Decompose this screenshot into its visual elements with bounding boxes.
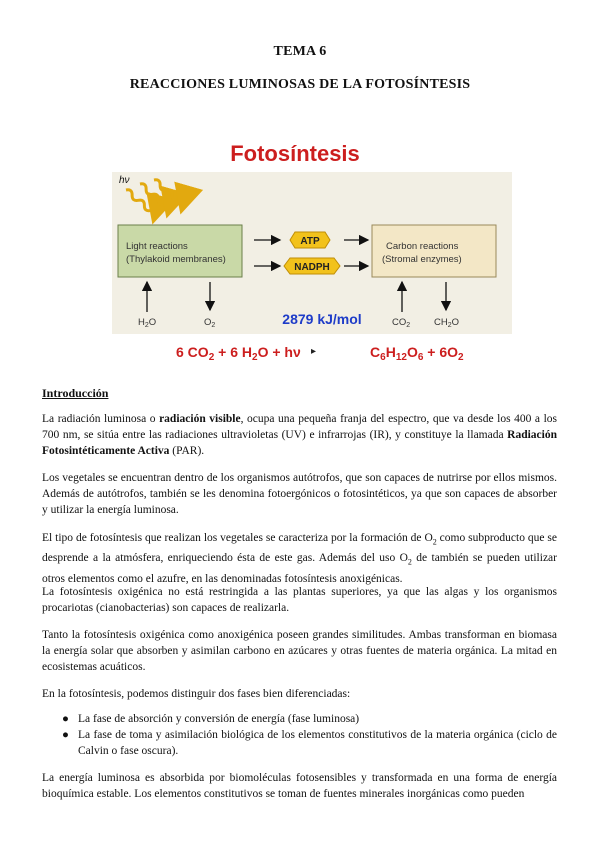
paragraph-2: Los vegetales se encuentran dentro de los organismos autótrofos, que son capaces de nutrirse por ellos mismos. Además de autótrofos, también se les denomina fotoergónicos o fotosintéticos, ya que son capaces de absorber y utilizar la energía luminosa.: [42, 472, 557, 516]
chapter-subtitle: REACCIONES LUMINOSAS DE LA FOTOSÍNTESIS: [129, 77, 471, 92]
chapter-title: TEMA 6: [273, 44, 327, 59]
hv-label: hν: [119, 175, 130, 186]
paragraph-4: La fotosíntesis oxigénica no está restringida a las plantas superiores, ya que las algas y los organismos procariotas (cianobacterias) son capaces de realizarla.: [42, 586, 557, 614]
carbon-box-line1: Carbon reactions: [386, 241, 459, 252]
carbon-box-line2: (Stromal enzymes): [382, 254, 462, 265]
energy-value: 2879 kJ/mol: [282, 311, 362, 327]
bullet-icon: ●: [62, 729, 69, 741]
paragraph-6: En la fotosíntesis, podemos distinguir dos fases bien diferenciadas:: [42, 688, 351, 700]
ch2o-label: $CH_2O$: [434, 317, 460, 329]
light-box-line1: Light reactions: [126, 241, 188, 252]
paragraph-1: La radiación luminosa o radiación visible, ocupa una pequeña franja del espectro, que va desde los 400 a los 700 nm, se sitúa entre las radiaciones ultravioletas (UV) e infrarrojas (IR), y constituye la llamada Radiación Fotosintéticamente Activa (PAR).: [42, 413, 558, 457]
section-heading: Introducción: [42, 386, 109, 400]
figure-title: Fotosíntesis: [230, 141, 360, 166]
atp-badge: [290, 232, 330, 248]
co2-label: $CO_2$: [392, 317, 411, 329]
bullet-icon: ●: [62, 713, 69, 725]
list-item: ● La fase de toma y asimilación biológica de los elementos constitutivos de la materia orgánica (ciclo de Calvin o fase oscura).: [62, 729, 557, 757]
phase-list: [62, 711, 557, 759]
light-box-line2: (Thylakoid membranes): [126, 254, 226, 265]
atp-label: ATP: [300, 236, 320, 247]
equation-arrow: ▸: [311, 346, 317, 357]
h2o-label: $H_2O$: [138, 317, 157, 329]
paragraph-3: El tipo de fotosíntesis que realizan los vegetales se caracteriza por la formación de $O_2$ como subproducto que se desprende a la atmósfera, enriqueciendo ésta de este gas. Además del uso $O_2$ de también se pueden utilizar otros elementos como el azufre, en las denominadas fotosíntesis anoxigénicas.: [42, 532, 557, 585]
nadph-label: NADPH: [294, 262, 330, 273]
list-item: ● La fase de absorción y conversión de energía (fase luminosa): [62, 713, 360, 725]
paragraph-5: Tanto la fotosíntesis oxigénica como anoxigénica poseen grandes similitudes. Ambas transforman en biomasa la energía solar que absorben y asimilan carbono en azúcares y otras fuentes de materia orgánica. La mitad en ecosistemas acuáticos.: [42, 629, 557, 673]
light-wave-icon: [123, 178, 186, 219]
o2-label: $O_2$: [204, 317, 216, 329]
nadph-badge: [284, 258, 340, 274]
paragraph-7: La energía luminosa es absorbida por biomoléculas fotosensibles y transformada en una forma de energía bioquímica estable. Los elementos constitutivos se toman de fuentes minerales inorgánicas como pueden: [42, 772, 557, 800]
photosynthesis-diagram: [112, 172, 512, 334]
equation-products: $C_6H_{12}O_6 + 6O_2$: [370, 344, 464, 363]
diagram-svg: [112, 172, 512, 334]
equation-reactants: 6 $CO_2 + 6$ $H_2O + h\nu$: [176, 344, 301, 363]
